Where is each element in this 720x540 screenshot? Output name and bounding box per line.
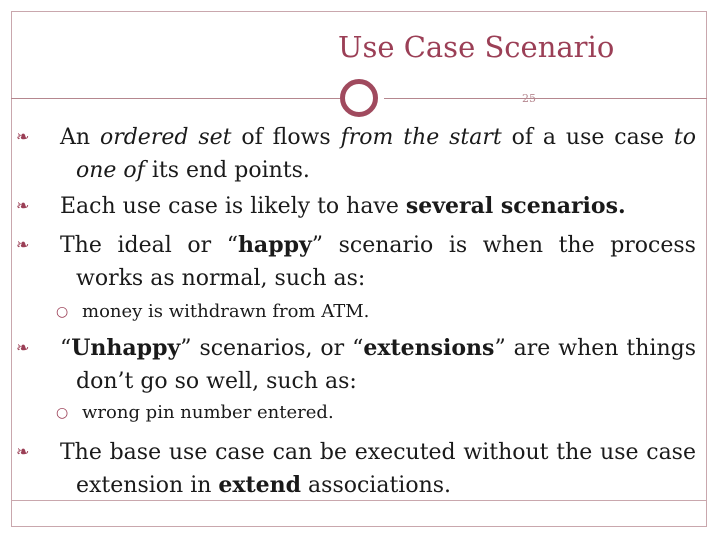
hollow-circle-bullet-icon: ○: [56, 304, 69, 320]
bold-run: happy: [237, 232, 312, 258]
bullet-item-5: [16, 435, 696, 502]
bullet-item-1: [16, 120, 696, 187]
text-run: An: [60, 125, 100, 150]
bullet-item-3: [16, 228, 696, 295]
bold-run: Unhappy: [71, 335, 181, 361]
sub-bullet-item-2: [56, 400, 682, 426]
bullet-item-2: [16, 189, 696, 223]
italic-run: to one of: [76, 125, 696, 183]
bold-run: extend: [218, 472, 302, 498]
feather-bullet-icon: ❧: [16, 127, 30, 146]
text-run: ” scenarios, or “: [180, 336, 364, 361]
feather-bullet-icon: ❧: [16, 442, 30, 461]
bullet-text: [60, 440, 696, 498]
bullet-text: [60, 336, 696, 394]
header-rule-right: [384, 98, 707, 99]
text-run: its end points.: [144, 158, 310, 183]
text-run: of flows: [231, 125, 341, 150]
italic-run: ordered set: [99, 125, 232, 150]
sub-bullet-text: money is withdrawn from ATM.: [82, 301, 370, 322]
page-number: 25: [522, 92, 536, 105]
bullet-text: [60, 233, 696, 291]
hollow-circle-bullet-icon: ○: [56, 405, 69, 421]
sub-bullet-item-1: [56, 299, 682, 325]
text-run: “: [60, 336, 72, 361]
text-run: The ideal or “: [60, 233, 238, 258]
bullet-text: [60, 194, 626, 219]
slide-title: Use Case Scenario: [338, 30, 615, 64]
text-run: of a use case: [501, 125, 674, 150]
bold-run: extensions: [363, 335, 495, 361]
text-run: Each use case is likely to have: [60, 194, 406, 219]
bullet-item-4: [16, 331, 697, 398]
text-run: ” scenario is when the process works as normal, such as:: [76, 233, 696, 291]
text-run: associations.: [301, 473, 452, 498]
feather-bullet-icon: ❧: [16, 338, 30, 357]
bold-run: several scenarios.: [405, 193, 626, 219]
text-run: ” are when things don’t go so well, such as:: [76, 336, 697, 394]
sub-bullet-text: wrong pin number entered.: [82, 402, 334, 423]
feather-bullet-icon: ❧: [16, 196, 30, 215]
header-rule-left: [11, 98, 340, 99]
feather-bullet-icon: ❧: [16, 235, 30, 254]
bullet-text: [60, 125, 696, 183]
italic-run: from the start: [340, 125, 502, 150]
ring-ornament-icon: [340, 79, 378, 117]
text-run: The base use case can be executed without the use case extension in: [60, 440, 696, 498]
